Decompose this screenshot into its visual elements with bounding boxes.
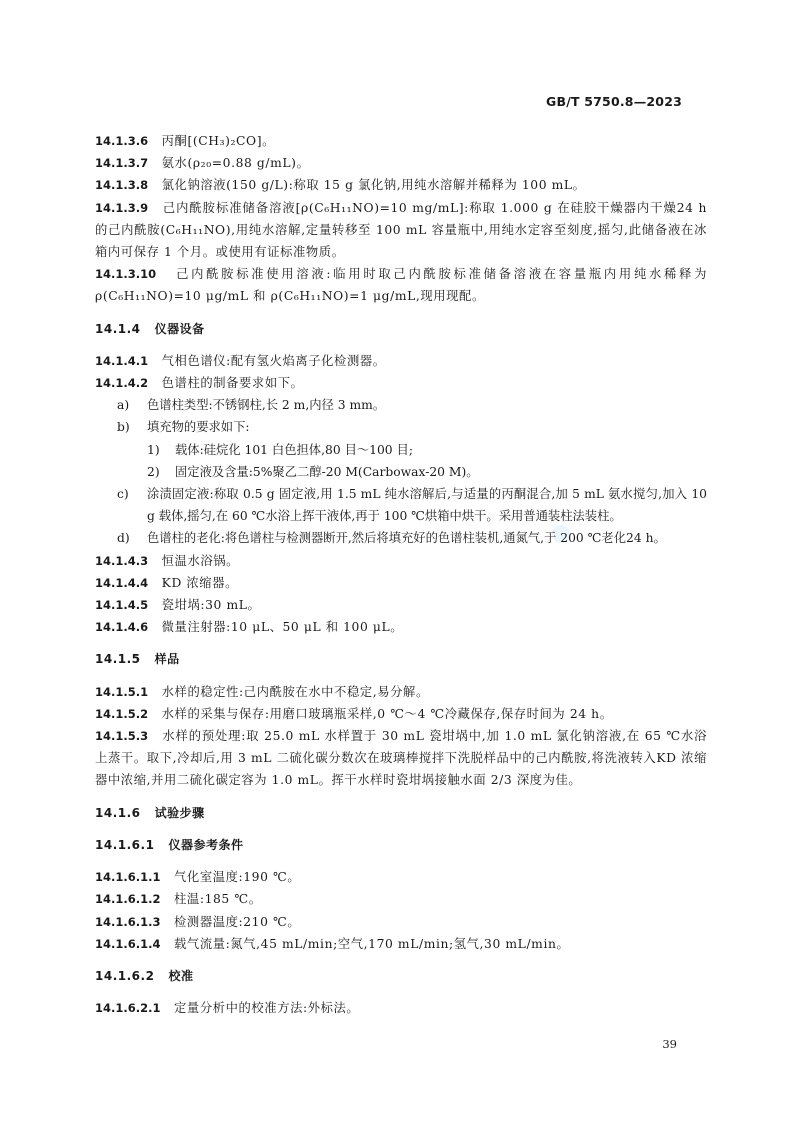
clause-14-1-4-5 xyxy=(95,594,707,616)
clause-14-1-4-2 xyxy=(95,372,707,394)
list-text: 填充物的要求如下: xyxy=(147,420,250,435)
clause-14-1-3-6 xyxy=(95,130,707,152)
clause-number: 14.1.3.7 xyxy=(95,156,149,171)
clause-14-1-6-2-1 xyxy=(95,997,707,1019)
clause-number: 14.1.3.10 xyxy=(95,267,157,282)
clause-14-1-3-9 xyxy=(95,197,707,264)
clause-text: 己内酰胺标准储备溶液[ρ(C₆H₁₁NO)=10 mg/mL]:称取 1.000 g 在硅胶干燥器内干燥24 h的己内酰胺(C₆H₁₁NO),用纯水溶解,定量转移至 100 mL 容量瓶中,用纯水定容至刻度,摇匀,此储备液在冰箱内可保存 1 个月。或使用有证标准物质。 xyxy=(95,200,707,260)
clause-number: 14.1.3.8 xyxy=(95,178,149,193)
clause-text: 气化室温度:190 ℃。 xyxy=(174,870,301,885)
list-marker: a) xyxy=(117,398,130,413)
clause-number: 14.1.6.1.4 xyxy=(95,936,161,951)
clause-number: 14.1.4.6 xyxy=(95,620,149,635)
clause-text: 水样的稳定性:己内酰胺在水中不稳定,易分解。 xyxy=(161,684,429,699)
list-text: 涂渍固定液:称取 0.5 g 固定液,用 1.5 mL 纯水溶解后,与适量的丙酮混合,加 5 mL 氨水搅匀,加入 10 g 载体,摇匀,在 60 ℃水浴上挥干液体,再于 100 ℃烘箱中烘干。采用普通装柱法装柱。 xyxy=(147,487,707,524)
document-body xyxy=(95,130,707,1019)
list-text: 载体:硅烷化 101 白色担体,80 目～100 目; xyxy=(175,442,413,457)
section-number: 14.1.5 xyxy=(95,652,141,667)
clause-14-1-4-4 xyxy=(95,572,707,594)
clause-text: 丙酮[(CH₃)₂CO]。 xyxy=(161,134,276,148)
clause-number: 14.1.4.3 xyxy=(95,553,149,568)
clause-14-1-5-2 xyxy=(95,703,707,725)
clause-14-1-3-10 xyxy=(95,263,707,307)
clause-text: 载气流量:氮气,45 mL/min;空气,170 mL/min;氢气,30 mL/min。 xyxy=(174,936,570,951)
clause-14-1-5-3 xyxy=(95,725,707,792)
clause-number: 14.1.5.3 xyxy=(95,729,149,744)
list-marker: b) xyxy=(117,420,130,435)
clause-text: 微量注射器:10 μL、50 μL 和 100 μL。 xyxy=(161,620,404,635)
clause-text: 定量分析中的校准方法:外标法。 xyxy=(174,1001,360,1016)
section-heading-14-1-6-1 xyxy=(95,834,707,856)
clause-number: 14.1.6.1.2 xyxy=(95,892,161,907)
clause-number: 14.1.6.1.3 xyxy=(95,914,161,929)
clause-text: 己内酰胺标准使用溶液:临用时取己内酰胺标准储备溶液在容量瓶内用纯水稀释为ρ(C₆H₁₁NO)=10 μg/mL 和 ρ(C₆H₁₁NO)=1 μg/mL,现用现配。 xyxy=(95,267,707,304)
clause-number: 14.1.5.1 xyxy=(95,684,149,699)
section-heading-14-1-5 xyxy=(95,648,707,670)
clause-14-1-6-1-3 xyxy=(95,911,707,933)
clause-number: 14.1.4.5 xyxy=(95,598,149,613)
clause-14-1-4-3 xyxy=(95,550,707,572)
clause-number: 14.1.4.4 xyxy=(95,575,149,590)
clause-text: 恒温水浴锅。 xyxy=(161,553,240,568)
section-title: 仪器参考条件 xyxy=(168,837,244,852)
clause-14-1-5-1 xyxy=(95,681,707,703)
clause-14-1-4-6 xyxy=(95,616,707,638)
clause-14-1-6-1-2 xyxy=(95,888,707,910)
list-item-d xyxy=(95,527,707,549)
section-heading-14-1-6 xyxy=(95,802,707,824)
section-title: 仪器设备 xyxy=(154,321,205,336)
section-number: 14.1.6 xyxy=(95,805,141,820)
list-text: 固定液及含量:5%聚乙二醇-20 M(Carbowax-20 M)。 xyxy=(175,464,479,479)
sublist-item-2 xyxy=(95,461,707,483)
section-number: 14.1.4 xyxy=(95,321,141,336)
list-text: 色谱柱的老化:将色谱柱与检测器断开,然后将填充好的色谱柱装机,通氮气,于 200 ℃老化24 h。 xyxy=(147,531,666,546)
list-item-c xyxy=(95,483,707,527)
clause-text: 瓷坩埚:30 mL。 xyxy=(161,598,261,613)
clause-number: 14.1.3.6 xyxy=(95,134,149,148)
clause-14-1-6-1-1 xyxy=(95,866,707,888)
clause-14-1-3-7 xyxy=(95,152,707,174)
list-marker: c) xyxy=(117,487,129,502)
list-marker: 2) xyxy=(147,464,160,479)
clause-text: 水样的采集与保存:用磨口玻璃瓶采样,0 ℃～4 ℃冷藏保存,保存时间为 24 h。 xyxy=(161,706,613,721)
clause-text: 气相色谱仪:配有氢火焰离子化检测器。 xyxy=(161,353,386,368)
page-number: 39 xyxy=(662,1037,677,1051)
clause-number: 14.1.6.2.1 xyxy=(95,1001,161,1016)
clause-14-1-3-8 xyxy=(95,174,707,196)
clause-number: 14.1.4.1 xyxy=(95,353,149,368)
clause-text: 色谱柱的制备要求如下。 xyxy=(161,376,304,391)
section-title: 样品 xyxy=(154,652,180,667)
clause-14-1-4-1 xyxy=(95,350,707,372)
clause-text: 检测器温度:210 ℃。 xyxy=(174,914,301,929)
clause-text: 氨水(ρ₂₀=0.88 g/mL)。 xyxy=(161,156,310,171)
list-marker: d) xyxy=(117,531,130,546)
clause-number: 14.1.5.2 xyxy=(95,706,149,721)
list-item-a xyxy=(95,394,707,416)
sublist-item-1 xyxy=(95,439,707,461)
standard-code: GB/T 5750.8—2023 xyxy=(546,94,682,109)
clause-number: 14.1.6.1.1 xyxy=(95,870,161,885)
clause-text: 氯化钠溶液(150 g/L):称取 15 g 氯化钠,用纯水溶解并稀释为 100 mL。 xyxy=(161,178,586,193)
section-title: 校准 xyxy=(168,968,194,983)
section-number: 14.1.6.1 xyxy=(95,837,155,852)
clause-14-1-6-1-4 xyxy=(95,933,707,955)
section-number: 14.1.6.2 xyxy=(95,968,155,983)
clause-number: 14.1.3.9 xyxy=(95,200,149,215)
section-heading-14-1-4 xyxy=(95,318,707,340)
section-title: 试验步骤 xyxy=(154,805,205,820)
clause-text: 水样的预处理:取 25.0 mL 水样置于 30 mL 瓷坩埚中,加 1.0 mL 氯化钠溶液,在 65 ℃水浴上蒸干。取下,冷却后,用 3 mL 二硫化碳分数次在玻璃棒搅拌下洗脱样品中的己内酰胺,将洗液转入KD 浓缩器中浓缩,并用二硫化碳定容为 1.0 mL。挥干水样时瓷坩埚接触水面 2/3 深度为佳。 xyxy=(95,729,707,788)
list-marker: 1) xyxy=(147,442,160,457)
section-heading-14-1-6-2 xyxy=(95,965,707,987)
list-text: 色谱柱类型:不锈钢柱,长 2 m,内径 3 mm。 xyxy=(147,398,386,413)
clause-number: 14.1.4.2 xyxy=(95,376,149,391)
clause-text: 柱温:185 ℃。 xyxy=(174,892,262,907)
clause-text: KD 浓缩器。 xyxy=(161,575,238,590)
list-item-b xyxy=(95,416,707,438)
